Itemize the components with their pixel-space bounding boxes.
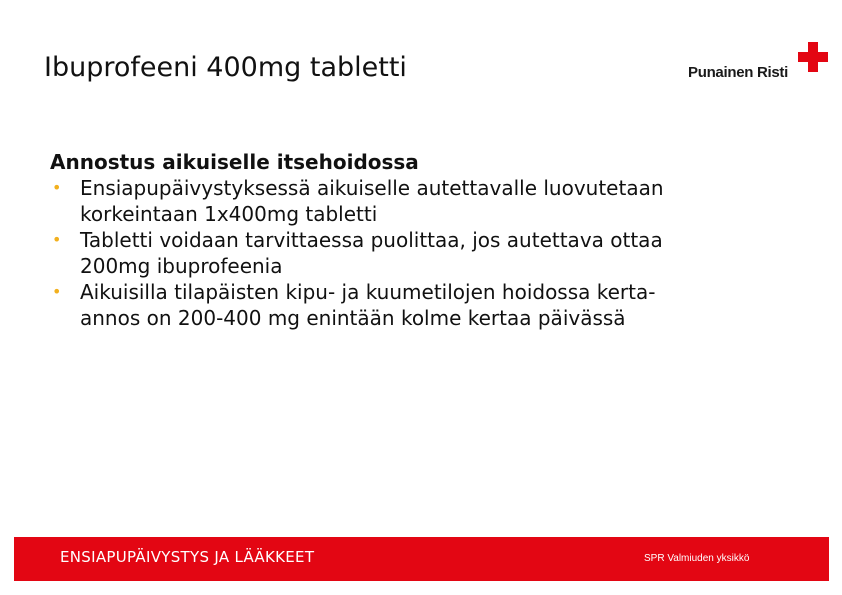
footer-title: ENSIAPUPÄIVYSTYS JA LÄÄKKEET (60, 548, 315, 566)
bullet-icon: • (52, 230, 62, 249)
bullet-line: Ensiapupäivystyksessä aikuiselle autettavalle luovutetaan (80, 176, 664, 200)
bullet-line: Tabletti voidaan tarvittaessa puolittaa, jos autettava ottaa (80, 228, 663, 252)
bullet-line: Aikuisilla tilapäisten kipu- ja kuumetilojen hoidossa kerta- (80, 280, 656, 304)
bullet-item (50, 279, 810, 331)
footer-unit-name: SPR Valmiuden yksikkö (644, 553, 750, 564)
slide-content (50, 149, 810, 331)
bullet-icon: • (52, 178, 62, 197)
organization-logo (688, 42, 830, 88)
bullet-line: 200mg ibuprofeenia (80, 254, 283, 278)
bullet-item (50, 227, 810, 279)
bullet-item (50, 175, 810, 227)
bullet-list (50, 175, 810, 331)
footer-bar (14, 537, 829, 581)
slide-title: Ibuprofeeni 400mg tabletti (44, 52, 407, 83)
bullet-line: annos on 200-400 mg enintään kolme kertaa päivässä (80, 306, 626, 330)
bullet-line: korkeintaan 1x400mg tabletti (80, 202, 378, 226)
bullet-icon: • (52, 282, 62, 301)
section-heading: Annostus aikuiselle itsehoidossa (50, 150, 419, 174)
logo-text: Punainen Risti (688, 64, 788, 81)
red-cross-icon (798, 42, 828, 72)
